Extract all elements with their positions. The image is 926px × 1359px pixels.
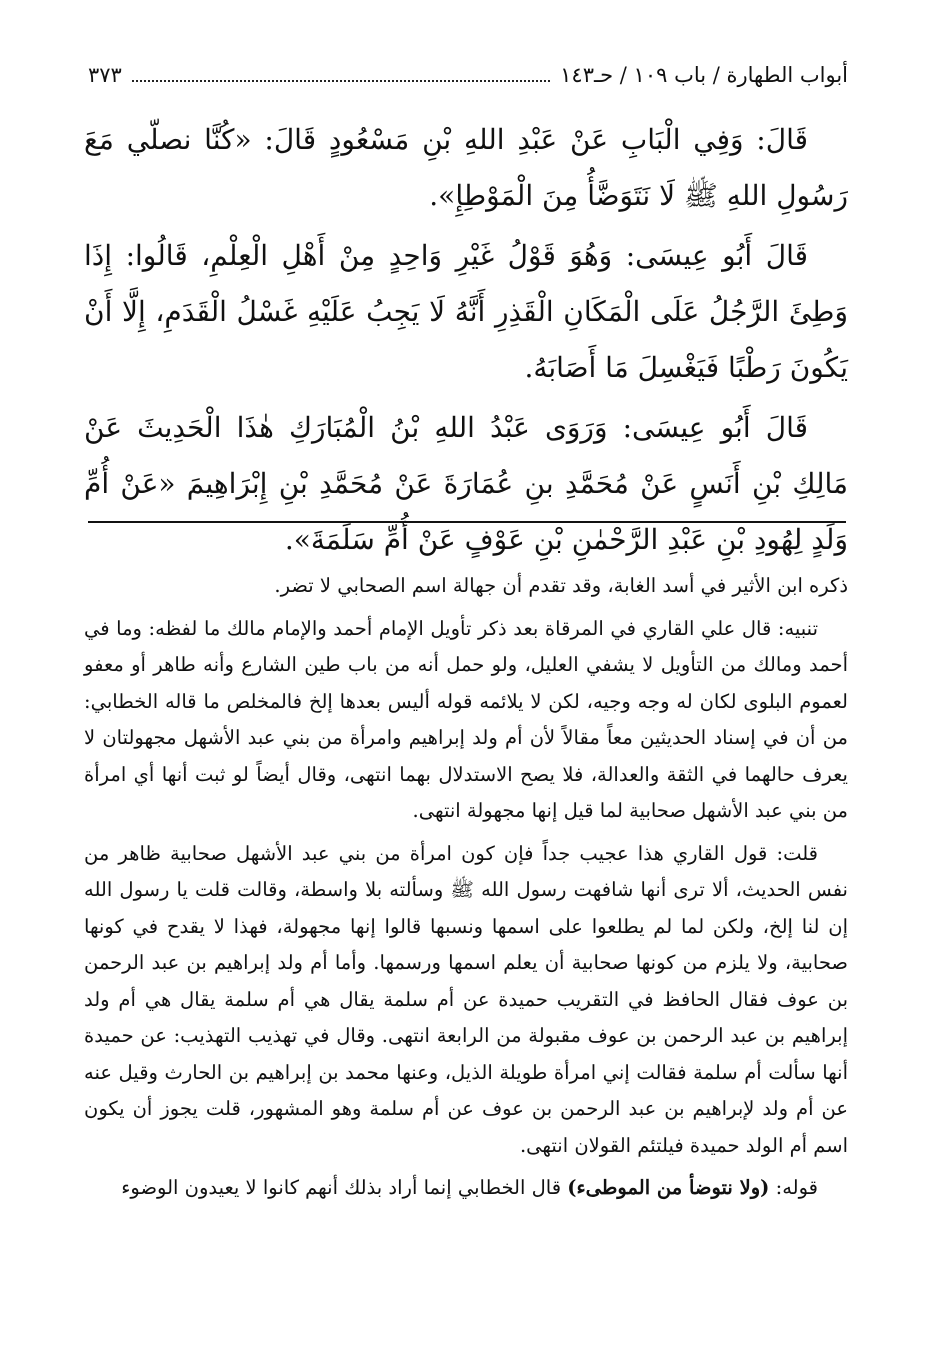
main-paragraph-1: قَالَ: وَفِي الْبَابِ عَنْ عَبْدِ اللهِ بْنِ مَسْعُودٍ قَالَ: «كُنَّا نصلّي مَعَ رَسُولِ اللهِ ﷺ لَا نَتَوَضَّأُ مِنَ الْمَوْطِإِ». [84, 123, 848, 212]
page-number: ٣٧٣ [88, 63, 122, 87]
main-paragraph-2: قَالَ أَبُو عِيسَى: وَهُوَ قَوْلُ غَيْرِ وَاحِدٍ مِنْ أَهْلِ الْعِلْمِ، قَالُوا: إِذَا وَطِئَ الرَّجُلُ عَلَى الْمَكَانِ الْقَذِرِ أَنَّهُ لَا يَجِبُ عَلَيْهِ غَسْلُ الْقَدَمِ، إِلَّا أَنْ يَكُونَ رَطْبًا فَيَغْسِلَ مَا أَصَابَهُ. [84, 239, 848, 384]
commentary-paragraph-2: تنبيه: قال علي القاري في المرقاة بعد ذكر تأويل الإمام أحمد والإمام مالك ما لفظه: وما في أحمد ومالك من التأويل لا يشفي العليل، ولو حمل أنه من باب طين الشارع وأنه طاهر أو معفو لعموم البلوى لكان له وجه وجيه، لكن لا يلائمه قوله أليس بعدها إلخ فالمخلص ما قاله الخطابي: من أن في إسناد الحديثين معاً مقالاً لأن أم ولد إبراهيم وامرأة من بني عبد الأشهل مجهولتان لا يعرف حالهما في الثقة والعدالة، فلا يصح الاستدلال بهما انتهى، وقال أيضاً لو ثبت أنها أي امرأة من بني عبد الأشهل صحابية لما قيل إنها مجهولة انتهى. [84, 616, 848, 822]
main-paragraph-3: قَالَ أَبُو عِيسَى: وَرَوَى عَبْدُ اللهِ بْنُ الْمُبَارَكِ هٰذَا الْحَدِيثَ عَنْ مَالِكِ بْنِ أَنَسٍ عَنْ مُحَمَّدِ بنِ عُمَارَةَ عَنْ مُحَمَّدِ بْنِ إِبْرَاهِيمَ «عَنْ أُمِّ وَلَدٍ لِهُودِ بْنِ عَبْدِ الرَّحْمٰنِ بْنِ عَوْفٍ عَنْ أُمِّ سَلَمَةَ». [84, 411, 848, 556]
commentary-paragraph-3: قلت: قول القاري هذا عجيب جداً فإن كون امرأة من بني عبد الأشهل صحابية ظاهر من نفس الحديث، ألا ترى أنها شافهت رسول الله ﷺ وسألته بلا واسطة، وقالت قلت يا رسول الله إن لنا إلخ، ولكن لما لم يطلعوا على اسمها ونسبها قالوا إنها مجهولة، فهذا لا يقدح في كونها صحابية، ولا يلزم من كونها صحابية أن يعلم اسمها ورسمها. وأما أم ولد إبراهيم بن عبد الرحمن بن عوف فقال الحافظ في التقريب حميدة عن أم سلمة يقال هي أم سلمة يقال هي أم ولد إبراهيم بن عبد الرحمن بن عوف مقبولة من الرابعة انتهى. وقال في تهذيب التهذيب: عن حميدة أنها سألت أم سلمة فقالت إني امرأة طويلة الذيل، وعنها محمد بن إبراهيم بن الحارث وقيل عنه عن أم ولد لإبراهيم بن عبد الرحمن بن عوف عن أم سلمة وهو المشهور، قلت يجوز أن يكون اسم أم الولد حميدة فيلتئم القولان انتهى. [84, 841, 848, 1157]
running-head: أبواب الطهارة / باب ١٠٩ / حـ١٤٣ [560, 63, 848, 87]
commentary-paragraph-1: ذكره ابن الأثير في أسد الغابة، وقد تقدم أن جهالة اسم الصحابي لا تضر. [274, 574, 848, 597]
commentary-lead: قوله: [775, 1176, 818, 1199]
page-header [88, 58, 848, 92]
commentary-rest: قال الخطابي إنما أراد بذلك أنهم كانوا لا يعيدون الوضوء [121, 1176, 562, 1199]
main-text [84, 112, 848, 572]
footnote-divider [88, 521, 846, 523]
commentary-quote: (ولا نتوضأ من الموطىء) [567, 1176, 770, 1199]
dotted-leader [132, 80, 550, 82]
commentary [84, 568, 848, 1213]
commentary-paragraph-4 [84, 1170, 848, 1207]
